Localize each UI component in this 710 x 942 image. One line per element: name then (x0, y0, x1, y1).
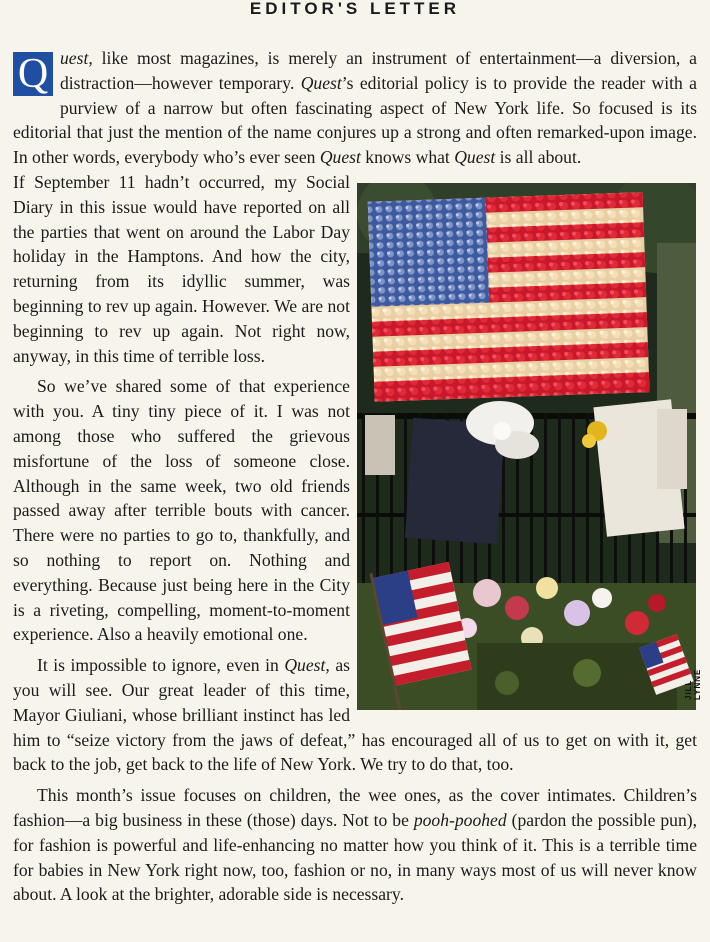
p4-text-a: It is impossible to ignore, even in (37, 655, 285, 676)
p1-em-quest: uest, (60, 48, 93, 68)
p1-text-c: knows what (360, 147, 455, 168)
p4-em-quest: Quest, (284, 655, 330, 676)
paragraph-5 (13, 783, 697, 907)
p1-text-d: is all about. (495, 147, 582, 168)
p1-text-b: ’s editorial policy is to provide the reader with a purview of a narrow but often fascinating aspect of New York life. So focused is its editorial that just the mention of the name conjures up a strong and often remarked-upon image. In other words, everybody who’s ever seen (13, 72, 697, 168)
p1-text-a: like most magazines, is merely an instrument of entertainment—a diversion, a distraction—however temporary. (60, 48, 697, 93)
memorial-photo-illustration (357, 183, 696, 710)
p1-em-quest-3: Quest (319, 147, 361, 168)
p4-text-b: as you will see. Our great leader of this time, Mayor Giuliani, whose brilliant instinct has led him to “seize victory from the jaws of defeat,” has encouraged all of us to get on with it, get back to the job, get back to the life of New York. We try to do that, too. (13, 655, 697, 775)
paragraph-2: If September 11 hadn’t occurred, my Social Diary in this issue would have reported on all the parties that went on around the Labor Day holiday in the Hamptons. And how the city, returning from its idyllic summer, was beginning to rev up again. However. We are not beginning to rev up again. Not right now, anyway, in this time of terrible loss. (13, 171, 350, 366)
p5-text-a: This month’s issue focuses on children, the wee ones, as the cover intimates. Children’s fashion—a big business in these (those) days. Not to be (13, 785, 697, 830)
drop-cap: Q (13, 52, 53, 96)
p1-em-quest-2: Quest (300, 72, 342, 93)
paragraph-3: So we’ve shared some of that experience with you. A tiny tiny piece of it. I was not among those who suffered the grievous misfortune of the loss of someone close. Although in the same week, two old friends passed away after terrible bouts with cancer. There were no parties to go to, thankfully, and so nothing to report on. Nothing and everything. Because just being here in the City is a riveting, compelling, moment-to-moment experience. Also a heavily emotional one. (13, 376, 350, 645)
p5-text-b: (pardon the possible pun), for fashion is powerful and life-enhancing no matter how you think of it. This is a terrible time for babies in New York right now, too, fashion or no, in many ways most of us will never know about. A look at the brighter, adorable side is necessary. (13, 809, 697, 905)
p5-em-pooh: pooh-poohed (413, 809, 507, 830)
memorial-photo (357, 183, 696, 710)
flower-flag (368, 192, 650, 401)
p1-em-quest-4: Quest (454, 147, 496, 168)
section-header: EDITOR'S LETTER (249, 0, 461, 18)
photo-credit: JILL LYNNE (684, 668, 702, 700)
paragraph-1 (13, 46, 697, 170)
